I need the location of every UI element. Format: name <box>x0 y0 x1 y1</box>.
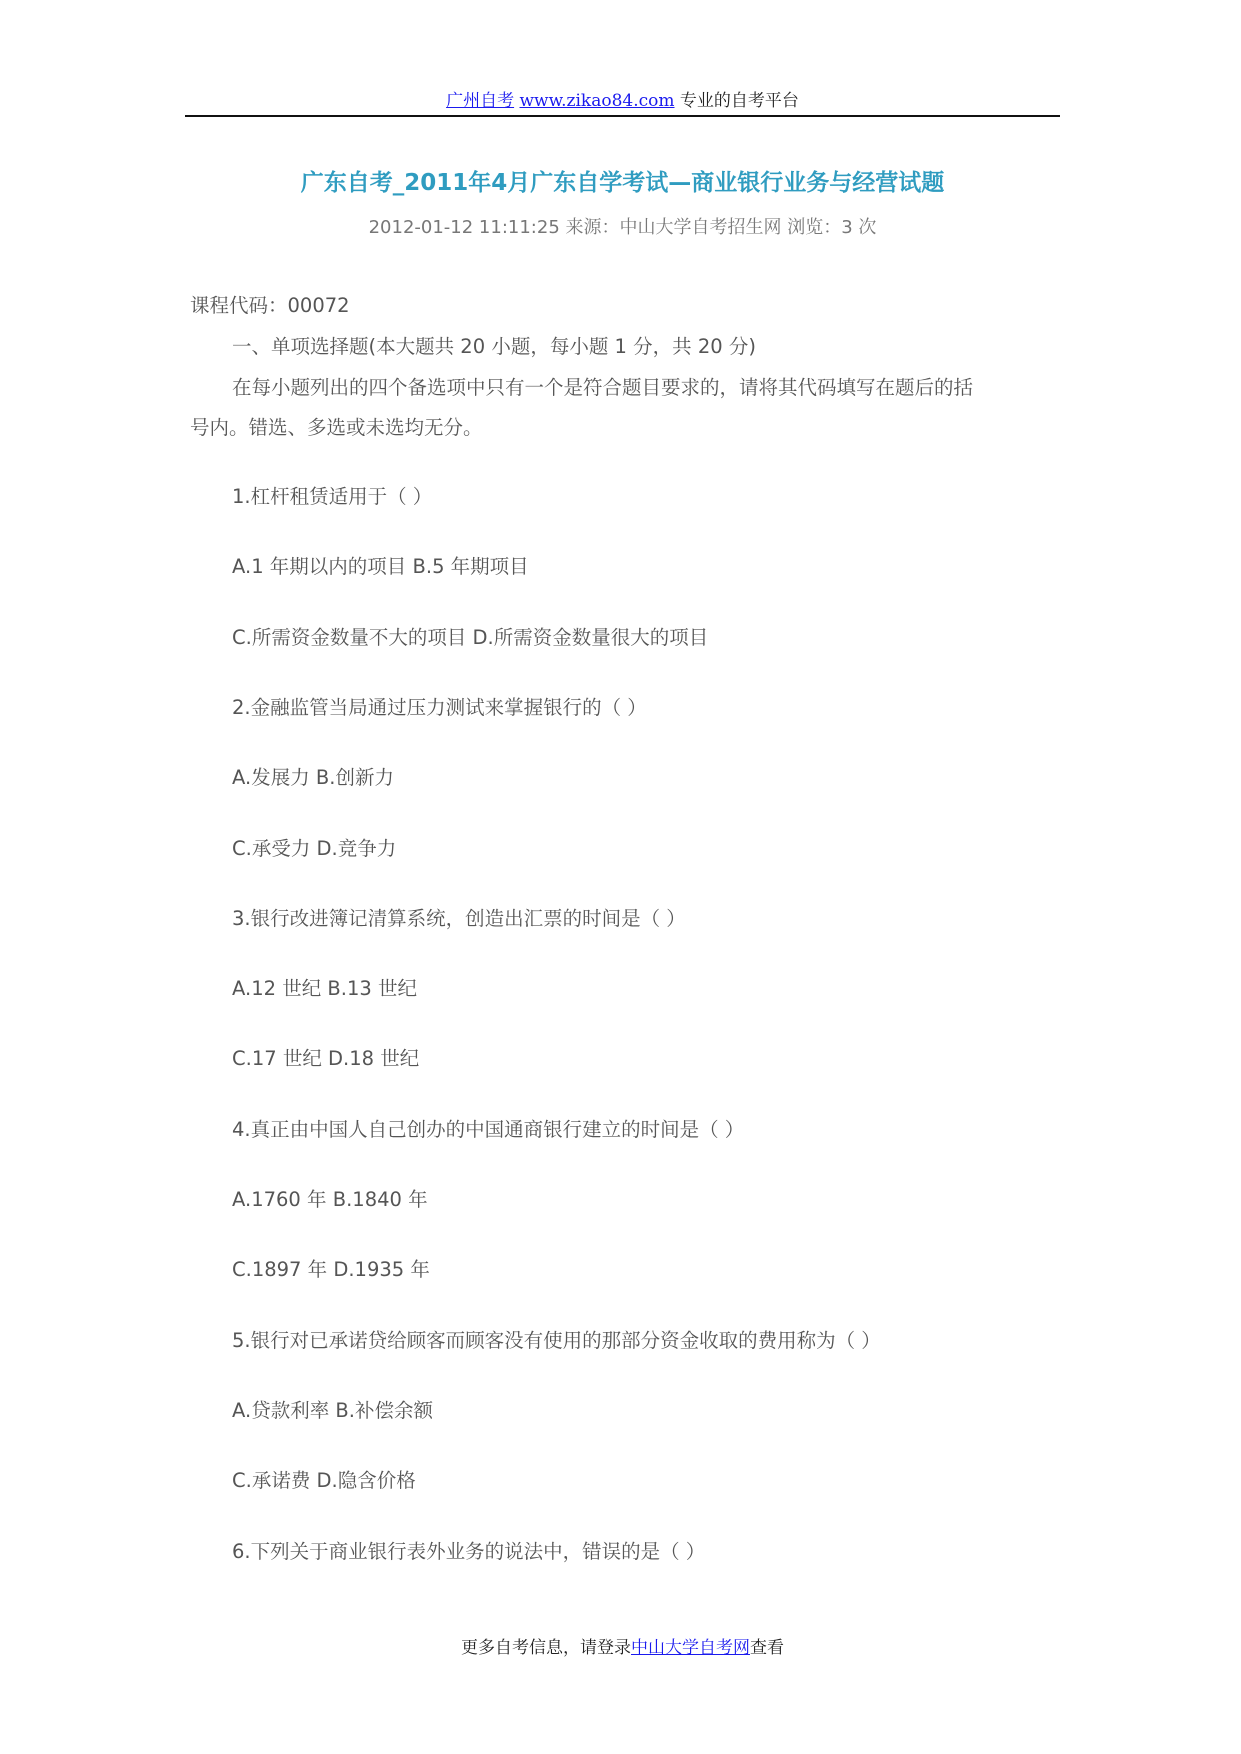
question-line: 1.杠杆租赁适用于（ ） <box>232 485 433 508</box>
course-code: 课程代码：00072 <box>190 294 350 317</box>
question-line: A.1760 年 B.1840 年 <box>232 1188 428 1211</box>
question-line: C.17 世纪 D.18 世纪 <box>232 1047 420 1070</box>
article-meta: 2012-01-12 11:11:25 来源：中山大学自考招生网 浏览：3 次 <box>368 217 877 238</box>
page-title: 广东自考_2011年4月广东自学考试—商业银行业务与经营试题 <box>300 170 945 196</box>
question-line: A.发展力 B.创新力 <box>232 766 394 789</box>
footer-suffix: 查看 <box>750 1638 784 1658</box>
question-line: 6.下列关于商业银行表外业务的说法中，错误的是（ ） <box>232 1540 706 1563</box>
question-line: A.1 年期以内的项目 B.5 年期项目 <box>232 555 529 578</box>
question-line: C.承受力 D.竞争力 <box>232 837 397 860</box>
page-header <box>185 86 1060 111</box>
question-line: 2.金融监管当局通过压力测试来掌握银行的（ ） <box>232 696 647 719</box>
question-line: A.贷款利率 B.补偿余额 <box>232 1399 433 1422</box>
site-link[interactable]: 广州自考 <box>446 91 515 111</box>
site-url-link[interactable]: www.zikao84.com <box>519 91 675 111</box>
page-footer <box>185 1633 1060 1658</box>
question-line: C.承诺费 D.隐含价格 <box>232 1469 416 1492</box>
header-divider <box>185 115 1060 117</box>
question-line: A.12 世纪 B.13 世纪 <box>232 977 417 1000</box>
footer-link[interactable]: 中山大学自考网 <box>631 1638 750 1658</box>
question-line: 4.真正由中国人自己创办的中国通商银行建立的时间是（ ） <box>232 1118 745 1141</box>
footer-prefix: 更多自考信息，请登录 <box>461 1638 631 1658</box>
section-heading: 一、单项选择题(本大题共 20 小题，每小题 1 分，共 20 分) <box>232 335 756 358</box>
instructions-line-2: 号内。错选、多选或未选均无分。 <box>190 416 483 439</box>
question-line: 5.银行对已承诺贷给顾客而顾客没有使用的那部分资金收取的费用称为（ ） <box>232 1329 881 1352</box>
question-line: C.所需资金数量不大的项目 D.所需资金数量很大的项目 <box>232 626 709 649</box>
question-line: C.1897 年 D.1935 年 <box>232 1258 430 1281</box>
header-tagline: 专业的自考平台 <box>679 91 799 111</box>
question-line: 3.银行改进簿记清算系统，创造出汇票的时间是（ ） <box>232 907 686 930</box>
instructions-line-1: 在每小题列出的四个备选项中只有一个是符合题目要求的，请将其代码填写在题后的括 <box>232 376 974 399</box>
